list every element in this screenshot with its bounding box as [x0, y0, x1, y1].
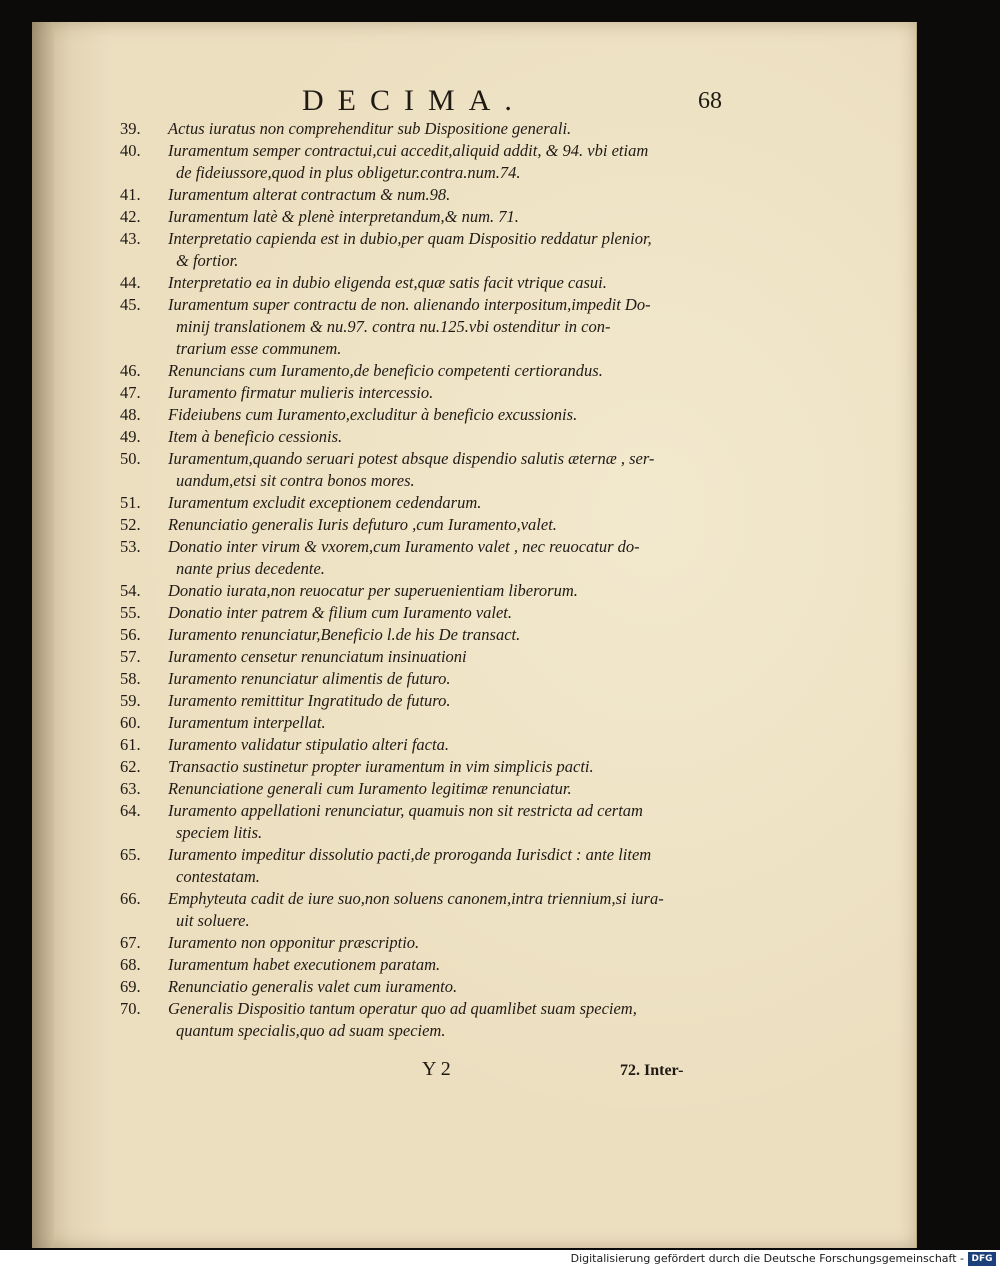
summary-entry: [120, 690, 450, 712]
entry-text: [168, 360, 603, 382]
entry-line: Renunciatio generalis valet cum iuramento.: [168, 977, 458, 996]
entry-number: 41.: [120, 185, 141, 204]
entry-line: Iuramento renunciatur,Beneficio l.de his De transact.: [168, 625, 521, 644]
entry-text: [168, 184, 450, 206]
summary-entry: [120, 382, 433, 404]
entry-number: 65.: [120, 845, 141, 864]
entry-line: Iuramentum,quando seruari potest absque dispendio salutis æternæ , ser-: [168, 449, 655, 468]
entry-line: & fortior.: [176, 251, 239, 270]
entry-line: Iuramento appellationi renunciatur, quamuis non sit restricta ad certam: [168, 801, 643, 820]
entry-text: [168, 668, 450, 690]
entry-number: 67.: [120, 933, 141, 952]
entry-line: Iuramento remittitur Ingratitudo de futuro.: [168, 691, 451, 710]
entry-line: Iuramentum alterat contractum & num.98.: [168, 185, 451, 204]
summary-entry: [120, 514, 557, 536]
entry-line: Iuramento firmatur mulieris intercessio.: [168, 383, 434, 402]
entry-text: [168, 382, 433, 404]
entry-line: Iuramentum habet executionem paratam.: [168, 955, 441, 974]
summary-entry: [120, 954, 440, 976]
entry-text: [168, 844, 651, 888]
entry-text: [168, 734, 449, 756]
entry-text: [168, 426, 342, 448]
entry-text: [168, 954, 440, 976]
summary-entry: [120, 976, 457, 998]
digitization-footer: [0, 1250, 1000, 1269]
entry-text: [168, 294, 651, 360]
entry-line: Donatio inter patrem & filium cum Iuramento valet.: [168, 603, 513, 622]
entry-text: [168, 756, 594, 778]
summary-entry: [120, 448, 654, 492]
summary-list: [32, 22, 916, 1248]
entry-line: uit soluere.: [176, 911, 250, 930]
entry-line: Iuramentum excludit exceptionem cedendarum.: [168, 493, 482, 512]
entry-number: 51.: [120, 493, 141, 512]
entry-line: Donatio inter virum & vxorem,cum Iuramento valet , nec reuocatur do-: [168, 537, 640, 556]
summary-entry: [120, 492, 481, 514]
entry-number: 43.: [120, 229, 141, 248]
catchword: 72. Inter-: [620, 1062, 684, 1079]
entry-line: Interpretatio capienda est in dubio,per quam Dispositio reddatur plenior,: [168, 229, 652, 248]
entry-text: [168, 646, 467, 668]
entry-line: Iuramento censetur renunciatum insinuationi: [168, 647, 467, 666]
entry-number: 53.: [120, 537, 141, 556]
entry-text: [168, 976, 457, 998]
summary-entry: [120, 272, 607, 294]
entry-text: [168, 536, 640, 580]
summary-entry: [120, 844, 651, 888]
entry-number: 39.: [120, 119, 141, 138]
entry-text: [168, 580, 578, 602]
entry-number: 69.: [120, 977, 141, 996]
summary-entry: [120, 756, 594, 778]
summary-entry: [120, 206, 519, 228]
entry-line: Item à beneficio cessionis.: [168, 427, 343, 446]
entry-number: 40.: [120, 141, 141, 160]
entry-line: minij translationem & nu.97. contra nu.125.vbi ostenditur in con-: [176, 317, 611, 336]
entry-text: [168, 118, 571, 140]
entry-number: 64.: [120, 801, 141, 820]
summary-entry: [120, 712, 326, 734]
entry-text: [168, 206, 519, 228]
summary-entry: [120, 140, 648, 184]
entry-text: [168, 492, 481, 514]
entry-number: 61.: [120, 735, 141, 754]
entry-text: [168, 932, 419, 954]
entry-text: [168, 448, 654, 492]
entry-number: 50.: [120, 449, 141, 468]
entry-line: uandum,etsi sit contra bonos mores.: [176, 471, 415, 490]
summary-entry: [120, 404, 577, 426]
entry-text: [168, 404, 577, 426]
entry-number: 44.: [120, 273, 141, 292]
entry-line: de fideiussore,quod in plus obligetur.contra.num.74.: [176, 163, 521, 182]
entry-line: Generalis Dispositio tantum operatur quo ad quamlibet suam speciem,: [168, 999, 637, 1018]
summary-entry: [120, 184, 450, 206]
entry-line: Iuramento impeditur dissolutio pacti,de proroganda Iurisdict : ante litem: [168, 845, 652, 864]
entry-line: Iuramentum interpellat.: [168, 713, 326, 732]
summary-entry: [120, 668, 450, 690]
entry-number: 70.: [120, 999, 141, 1018]
entry-line: Interpretatio ea in dubio eligenda est,quæ satis facit vtrique casui.: [168, 273, 607, 292]
entry-number: 63.: [120, 779, 141, 798]
entry-number: 54.: [120, 581, 141, 600]
entry-line: Renuncians cum Iuramento,de beneficio competenti certiorandus.: [168, 361, 603, 380]
summary-entry: [120, 294, 651, 360]
summary-entry: [120, 734, 449, 756]
entry-number: 48.: [120, 405, 141, 424]
entry-text: [168, 778, 572, 800]
entry-line: Iuramento validatur stipulatio alteri facta.: [168, 735, 449, 754]
entry-line: Iuramento non opponitur præscriptio.: [168, 933, 420, 952]
entry-text: [168, 712, 326, 734]
summary-entry: [120, 932, 419, 954]
entry-text: [168, 602, 512, 624]
entry-number: 60.: [120, 713, 141, 732]
summary-entry: [120, 602, 512, 624]
dfg-logo: DFG: [968, 1252, 996, 1266]
entry-text: [168, 514, 557, 536]
summary-entry: [120, 998, 637, 1042]
entry-number: 56.: [120, 625, 141, 644]
entry-line: Iuramentum semper contractui,cui accedit,aliquid addit, & 94. vbi etiam: [168, 141, 649, 160]
entry-number: 57.: [120, 647, 141, 666]
entry-line: Fideiubens cum Iuramento,excluditur à beneficio excussionis.: [168, 405, 578, 424]
entry-text: [168, 690, 450, 712]
digitization-notice: Digitalisierung gefördert durch die Deutsche Forschungsgemeinschaft -: [570, 1252, 964, 1265]
entry-line: Iuramento renunciatur alimentis de futuro.: [168, 669, 451, 688]
running-head-title: DECIMA.: [302, 84, 526, 117]
summary-entry: [120, 426, 342, 448]
entry-number: 62.: [120, 757, 141, 776]
page-number: 68: [698, 88, 722, 114]
entry-line: Transactio sustinetur propter iuramentum in vim simplicis pacti.: [168, 757, 594, 776]
summary-entry: [120, 888, 664, 932]
summary-entry: [120, 778, 572, 800]
summary-entry: [120, 228, 652, 272]
entry-text: [168, 800, 643, 844]
summary-entry: [120, 646, 467, 668]
entry-text: [168, 624, 520, 646]
entry-number: 68.: [120, 955, 141, 974]
entry-number: 42.: [120, 207, 141, 226]
entry-text: [168, 998, 637, 1042]
entry-text: [168, 272, 607, 294]
entry-line: trarium esse communem.: [176, 339, 342, 358]
entry-line: quantum specialis,quo ad suam speciem.: [176, 1021, 446, 1040]
summary-entry: [120, 800, 643, 844]
signature-mark: Y 2: [422, 1058, 451, 1080]
entry-number: 46.: [120, 361, 141, 380]
entry-line: Iuramentum super contractu de non. alienando interpositum,impedit Do-: [168, 295, 651, 314]
summary-entry: [120, 118, 571, 140]
entry-line: Actus iuratus non comprehenditur sub Dispositione generali.: [168, 119, 572, 138]
entry-line: contestatam.: [176, 867, 260, 886]
entry-number: 58.: [120, 669, 141, 688]
entry-line: speciem litis.: [176, 823, 263, 842]
entry-line: Emphyteuta cadit de iure suo,non soluens canonem,intra triennium,si iura-: [168, 889, 664, 908]
entry-number: 55.: [120, 603, 141, 622]
entry-number: 45.: [120, 295, 141, 314]
entry-number: 49.: [120, 427, 141, 446]
entry-text: [168, 888, 664, 932]
entry-line: Donatio iurata,non reuocatur per superuenientiam liberorum.: [168, 581, 578, 600]
summary-entry: [120, 580, 578, 602]
entry-line: Renunciatione generali cum Iuramento legitimæ renunciatur.: [168, 779, 572, 798]
summary-entry: [120, 360, 603, 382]
entry-text: [168, 140, 648, 184]
entry-number: 59.: [120, 691, 141, 710]
entry-line: nante prius decedente.: [176, 559, 325, 578]
entry-text: [168, 228, 652, 272]
entry-number: 47.: [120, 383, 141, 402]
entry-number: 66.: [120, 889, 141, 908]
summary-entry: [120, 536, 640, 580]
book-page: [32, 22, 917, 1248]
entry-number: 52.: [120, 515, 141, 534]
entry-line: Iuramentum latè & plenè interpretandum,& num. 71.: [168, 207, 519, 226]
entry-line: Renunciatio generalis Iuris defuturo ,cum Iuramento,valet.: [168, 515, 557, 534]
summary-entry: [120, 624, 520, 646]
